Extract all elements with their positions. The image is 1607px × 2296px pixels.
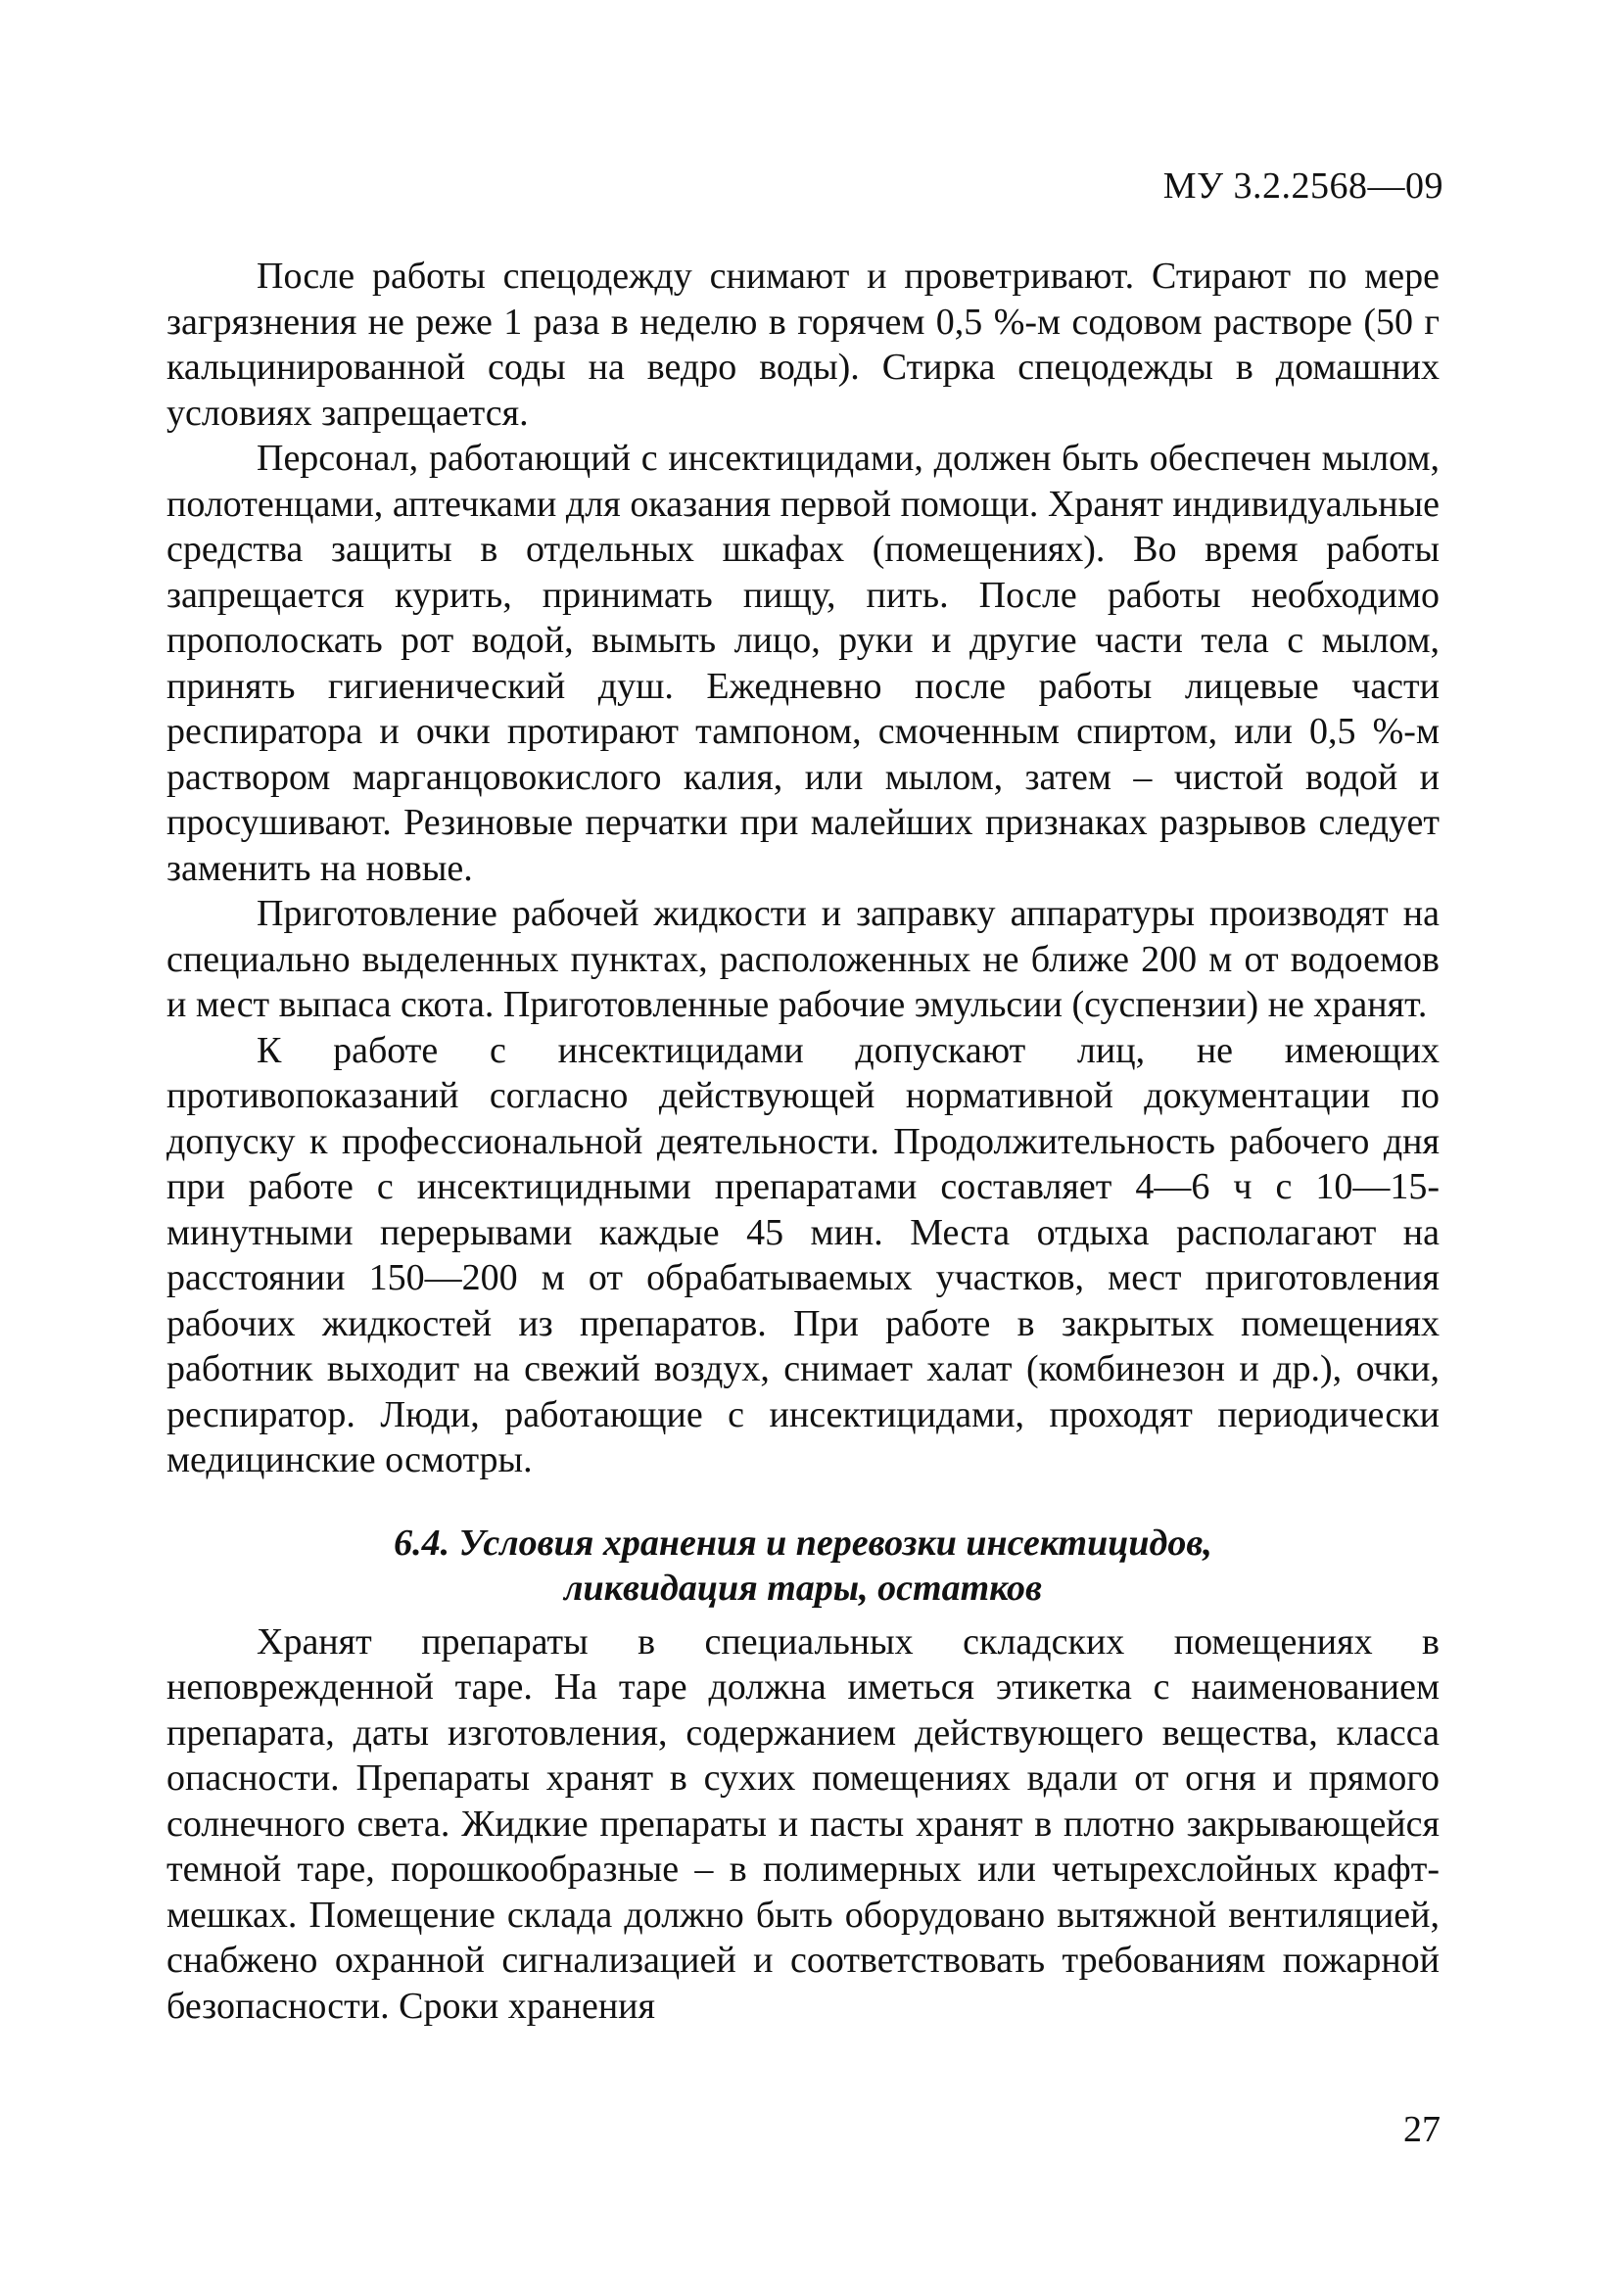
- section-heading-line-2: ликвидация тары, остатков: [564, 1567, 1042, 1609]
- document-body: [166, 254, 1440, 2029]
- paragraph-working-fluid-preparation: Приготовление рабочей жидкости и заправку аппаратуры производят на специально выделенных пунктах, расположенных не ближе 200 м от водоемов и мест выпаса скота. Приготовленные рабочие эмульсии (суспензии) не хранят.: [166, 893, 1440, 1025]
- section-heading-line-1: 6.4. Условия хранения и перевозки инсектицидов,: [394, 1522, 1212, 1564]
- document-code: МУ 3.2.2568—09: [1162, 165, 1443, 207]
- paragraph-storage: Хранят препараты в специальных складских помещениях в неповрежденной таре. На таре должна иметься этикетка с наименованием препарата, даты изготовления, содержанием действующего вещества, класса опасности. Препараты хранят в сухих помещениях вдали от огня и прямого солнечного света. Жидкие препараты и пасты хранят в плотно закрывающейся темной таре, порошкообразные – в полимерных или четырехслойных крафт-мешках. Помещение склада должно быть оборудовано вытяжной вентиляцией, снабжено охранной сигнализацией и соответствовать требованиям пожарной безопасности. Сроки хранения: [166, 1620, 1440, 2027]
- section-heading: [166, 1521, 1440, 1611]
- paragraph-workwear: После работы спецодежду снимают и проветривают. Стирают по мере загрязнения не реже 1 раза в неделю в горячем 0,5 %-м содовом растворе (50 г кальцинированной соды на ведро воды). Стирка спецодежды в домашних условиях запрещается.: [166, 256, 1440, 434]
- page-number: 27: [1403, 2109, 1441, 2150]
- paragraph-work-admission: К работе с инсектицидами допускают лиц, не имеющих противопоказаний согласно действующей нормативной документации по допуску к профессиональной деятельности. Продолжительность рабочего дня при работе с инсектицидными препаратами составляет 4—6 ч с 10—15-минутными перерывами каждые 45 мин. Места отдыха располагают на расстоянии 150—200 м от обрабатываемых участков, мест приготовления рабочих жидкостей из препаратов. При работе в закрытых помещениях работник выходит на свежий воздух, снимает халат (комбинезон и др.), очки, респиратор. Люди, работающие с инсектицидами, проходят периодически медицинские осмотры.: [166, 1029, 1440, 1480]
- paragraph-personnel-hygiene: Персонал, работающий с инсектицидами, должен быть обеспечен мылом, полотенцами, аптечками для оказания первой помощи. Хранят индивидуальные средства защиты в отдельных шкафах (помещениях). Во время работы запрещается курить, принимать пищу, пить. После работы необходимо прополоскать рот водой, вымыть лицо, руки и другие части тела с мылом, принять гигиенический душ. Ежедневно после работы лицевые части респиратора и очки протирают тампоном, смоченным спиртом, или 0,5 %-м раствором марганцовокислого калия, или мылом, затем – чистой водой и просушивают. Резиновые перчатки при малейших признаках разрывов следует заменить на новые.: [166, 438, 1440, 889]
